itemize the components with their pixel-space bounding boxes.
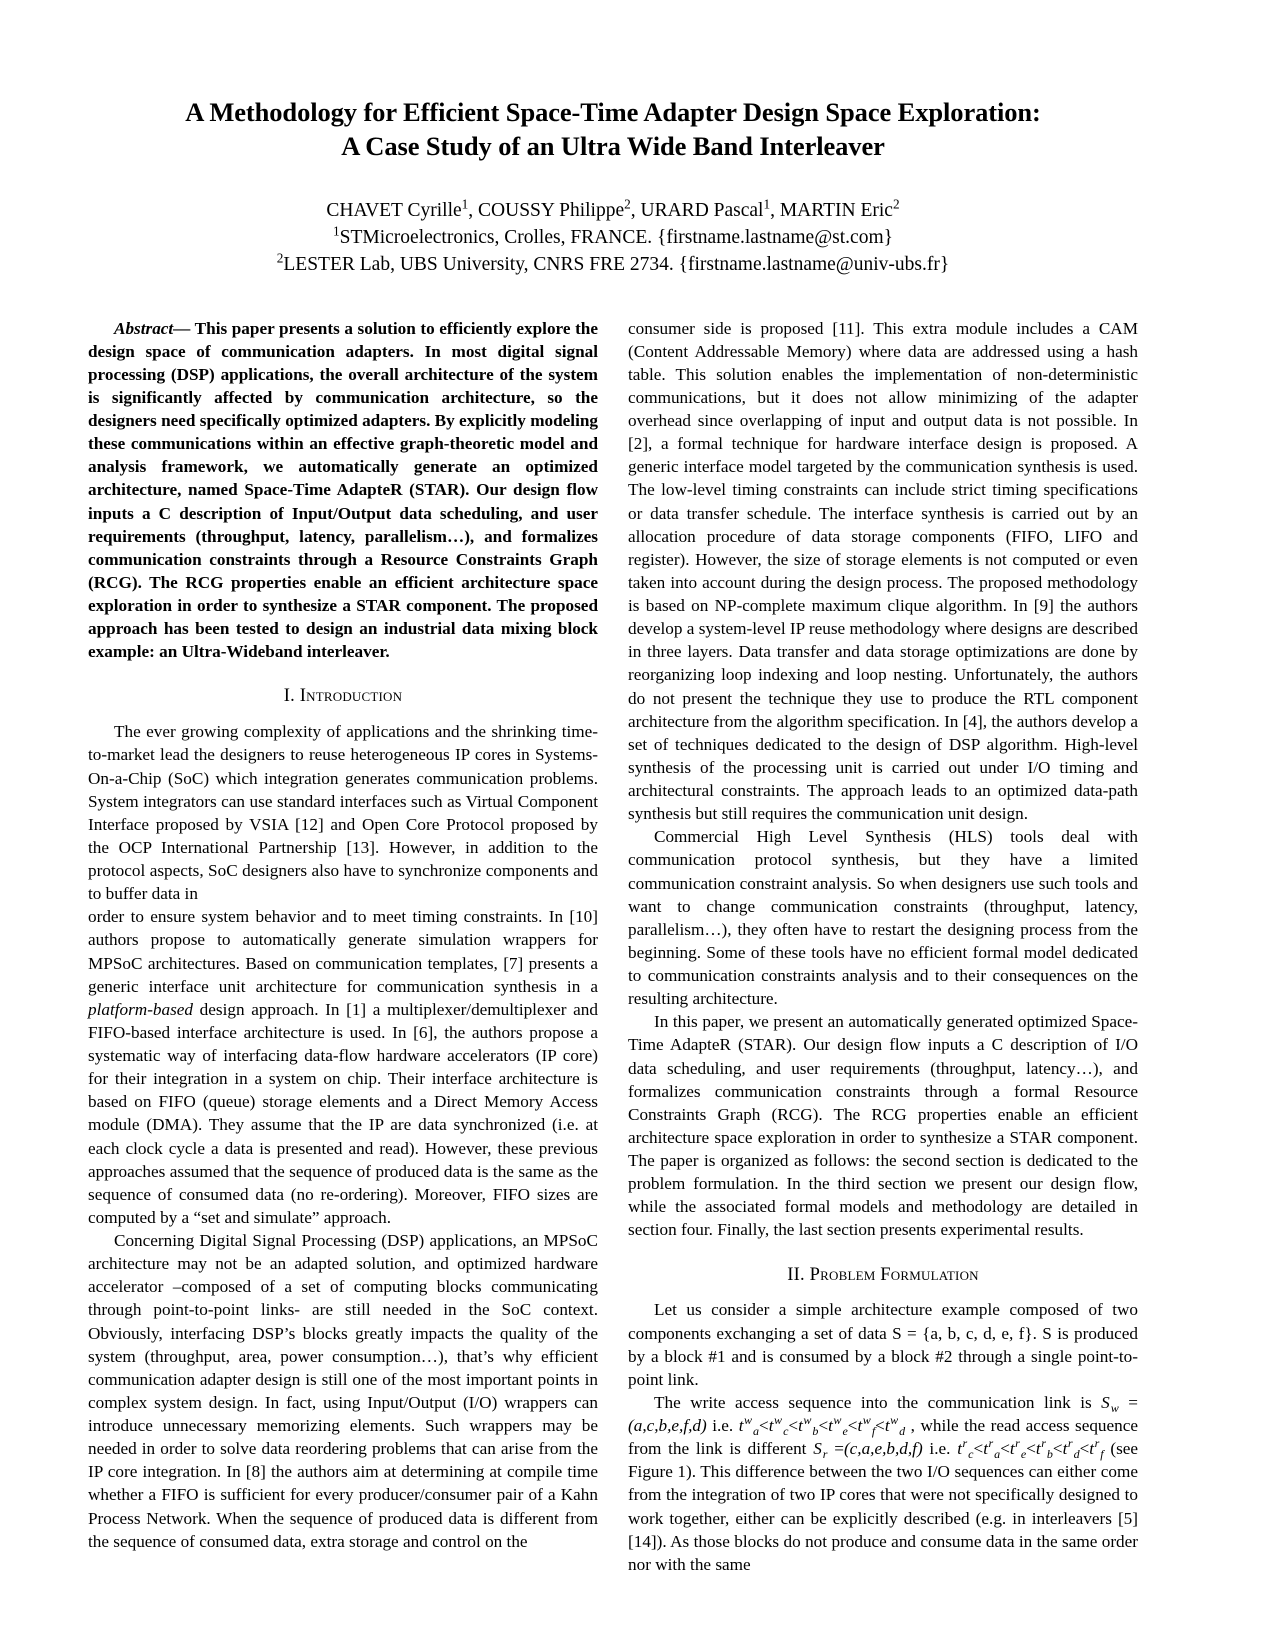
emphasis-platform-based: platform-based (88, 999, 194, 1019)
two-column-body (88, 317, 1138, 1576)
less-than-operator: < (1079, 1439, 1090, 1459)
author-affil-mark-3: 2 (892, 196, 900, 212)
read-timing-expression (957, 1435, 1104, 1461)
timing-subscript: d (1073, 1446, 1080, 1461)
write-timing-expression (738, 1412, 906, 1438)
paragraph-rc-1: consumer side is proposed [11]. This extra module includes a CAM (Content Addressable Memory) where data are addressed using a hash table. This solution enables the implementation of non-deterministic communications, but it does not allow minimizing of the adapter overhead since overlapping of input and output data is not possible. In [2], a formal technique for hardware interface design is proposed. A generic interface model targeted by the communication synthesis is used. The low-level timing constraints can include strict timing specifications or data transfer schedule. The interface synthesis is carried out by an allocation procedure of data storage components (FIFO, LIFO and register). However, the size of storage elements is not computed or even taken into account during the design process. The proposed methodology is based on NP-complete maximum clique algorithm. In [9] the authors develop a system-level IP reuse methodology where designs are described in three layers. Data transfer and data storage optimizations are done by reorganizing loop indexing and loop nesting. Unfortunately, the authors do not present the technique they use to produce the RTL component architecture from the algorithm specification. In [4], the authors develop a set of techniques dedicated to the design of DSP algorithm. High-level synthesis of the processing unit is carried out under I/O timing and architectural constraints. The approach leads to an optimized data-path synthesis but still requires the communication unit design. (628, 318, 1138, 824)
timing-superscript: w (890, 1412, 899, 1427)
symbol-sr: S (813, 1439, 822, 1459)
less-than-operator: < (1052, 1439, 1063, 1459)
section-title-problem-formulation: Problem Formulation (809, 1264, 979, 1285)
less-than-operator: < (788, 1416, 799, 1436)
affiliation-mark-2: 2 (276, 250, 284, 266)
section-number-problem-formulation: II. (787, 1264, 805, 1285)
timing-subscript: c (783, 1423, 789, 1438)
less-than-operator: < (818, 1416, 829, 1436)
timing-var-t: t (1062, 1439, 1068, 1459)
symbol-sw: S (1101, 1392, 1110, 1412)
timing-var-t: t (1009, 1439, 1015, 1459)
author-name-1: COUSSY Philippe (478, 199, 625, 221)
paragraph-intro-1a: The ever growing complexity of applications and the shrinking time-to-market lead the designers to reuse heterogeneous IP cores in Systems-On-a-Chip (SoC) which integration generates communication problems. System integrators can use standard interfaces such as Virtual Component Interface proposed by VSIA [12] and Open Core Protocol proposed by the OCP International Partnership [13]. However, in addition to the protocol aspects, SoC designers also have to synchronize components and to buffer data in (88, 722, 598, 904)
timing-subscript: d (899, 1423, 906, 1438)
paragraph-intro-1b-pre: order to ensure system behavior and to meet timing constraints. In [10] authors propose to automatically generate simulation wrappers for MPSoC architectures. Based on communication templates, [7] presents a generic interface unit architecture for communication synthesis in a (88, 907, 598, 996)
timing-var-t: t (884, 1416, 890, 1436)
affiliation-line-2 (88, 252, 1138, 279)
page-content (88, 95, 1138, 1576)
timing-var-t: t (828, 1416, 833, 1436)
less-than-operator: < (847, 1416, 858, 1436)
math-text-3: i.e. (706, 1416, 739, 1436)
paragraph-intro-1b (88, 905, 598, 1229)
author-block (88, 198, 1138, 279)
title-line-2: A Case Study of an Ultra Wide Band Interleaver (341, 131, 885, 162)
section-heading-introduction (88, 684, 598, 709)
symbol-sw-subscript: w (1110, 1400, 1119, 1415)
math-text-2: = (1118, 1392, 1138, 1412)
less-than-operator: < (759, 1416, 769, 1436)
section-heading-problem-formulation (628, 1263, 1138, 1288)
timing-var-t: t (768, 1416, 774, 1436)
timing-var-t: t (857, 1416, 863, 1436)
abstract-paragraph (88, 317, 598, 664)
timing-superscript: w (803, 1412, 812, 1427)
timing-superscript: r (1094, 1435, 1100, 1450)
timing-subscript: a (753, 1423, 760, 1438)
left-column (88, 317, 598, 1553)
math-text-1: The write access sequence into the communication link is (654, 1392, 1102, 1412)
timing-superscript: r (1067, 1435, 1073, 1450)
timing-subscript: f (871, 1423, 876, 1438)
math-text-6: i.e. (922, 1439, 958, 1459)
math-text-5: = (827, 1439, 844, 1459)
timing-subscript: a (994, 1446, 1001, 1461)
paragraph-intro-1b-post: design approach. In [1] a multiplexer/demultiplexer and FIFO-based interface architecture is used. In [6], the authors propose a systematic way of interfacing data-flow hardware accelerators (IP core) for their integration in a system on chip. Their interface architecture is based on FIFO (queue) storage elements and a Direct Memory Access module (DMA). They assume that the IP are data synchronized (i.e. at each clock cycle a data is presented and read). However, these previous approaches assumed that the sequence of produced data is the same as the sequence of consumed data (no re-ordering). Moreover, FIFO sizes are computed by a “set and simulate” approach. (88, 999, 598, 1227)
author-name-2: URARD Pascal (640, 199, 764, 221)
timing-subscript: b (1046, 1446, 1053, 1461)
paragraph-rc-2: Commercial High Level Synthesis (HLS) tools deal with communication protocol synthesis, but they have a limited communication constraint analysis. So when designers use such tools and want to change communication constraints (throughput, latency, parallelism…), they often have to restart the designing process from the beginning. Some of these tools have no efficient formal model dedicated to communication constraints analysis and to their consequences on the resulting architecture. (628, 827, 1138, 1009)
page-title (88, 95, 1138, 164)
author-name-3: MARTIN Eric (779, 199, 893, 221)
timing-superscript: w (774, 1412, 783, 1427)
timing-superscript: r (1015, 1435, 1020, 1450)
author-affil-mark-0: 1 (461, 196, 469, 212)
timing-var-t: t (1035, 1439, 1041, 1459)
read-sequence: (c,a,e,b,d,f) (843, 1439, 923, 1459)
timing-superscript: w (862, 1412, 871, 1427)
less-than-operator: < (1000, 1439, 1010, 1459)
timing-superscript: w (833, 1412, 842, 1427)
paragraph-rc-4: Let us consider a simple architecture example composed of two components exchanging a set of data S = {a, b, c, d, e, f}. S is produced by a block #1 and is consumed by a block #2 through a single point-to-point link. (628, 1300, 1138, 1389)
math-text-7: (see Figure 1). This difference between the two I/O sequences can either come from the integration of two IP cores that were not specifically designed to work together, either can be explicitly described (e.g. in interleavers [5][14]). As those blocks do not produce and consume data in the same order nor with the same (628, 1439, 1139, 1574)
author-affil-mark-2: 1 (763, 196, 771, 212)
right-column (628, 317, 1138, 1576)
paragraph-rc-math (628, 1391, 1138, 1576)
timing-subscript: f (1100, 1446, 1104, 1461)
paragraph-rc-3: In this paper, we present an automatically generated optimized Space-Time AdapteR (STAR). Our design flow inputs a C description of I/O data scheduling, and user requirements (throughput, latency…), and formalizes communication constraints through a formal Resource Constraints Graph (RCG). The RCG properties enable an efficient architecture space exploration in order to synthesize a STAR component. The paper is organized as follows: the second section is dedicated to the problem formulation. In the third section we present our design flow, while the associated formal models and methodology are detailed in section four. Finally, the last section presents experimental results. (628, 1012, 1138, 1240)
timing-subscript: e (842, 1423, 848, 1438)
less-than-operator: < (1026, 1439, 1036, 1459)
less-than-operator: < (875, 1416, 885, 1436)
title-line-1: A Methodology for Efficient Space-Time Adapter Design Space Exploration: (185, 97, 1041, 127)
timing-subscript: b (812, 1423, 819, 1438)
paragraph-intro-2: Concerning Digital Signal Processing (DSP) applications, an MPSoC architecture may not be an adapted solution, and optimized hardware accelerator –composed of a set of computing blocks communicating through point-to-point links- are still needed in the SoC context. Obviously, interfacing DSP’s blocks greatly impacts the quality of the system (throughput, area, power consumption…), that’s why efficient communication adapter design is still one of the most important points in complex system design. In fact, using Input/Output (I/O) wrappers can introduce unnecessary memorizing elements. Such wrappers may be needed in order to solve data reordering problems that can arise from the IP core integration. In [8] the authors aim at determining at compile time whether a FIFO is sufficient for every producer/consumer pair of a Kahn Process Network. When the sequence of produced data is different from the sequence of consumed data, extra storage and control on the (88, 1231, 598, 1551)
write-sequence: (a,c,b,e,f,d) (628, 1416, 707, 1436)
timing-superscript: r (1041, 1435, 1046, 1450)
timing-var-t: t (738, 1416, 744, 1436)
affiliation-text-1: STMicroelectronics, Crolles, FRANCE. {firstname.lastname@st.com} (339, 226, 893, 248)
author-affil-mark-1: 2 (624, 196, 631, 212)
symbol-sr-subscript: r (822, 1446, 828, 1461)
less-than-operator: < (973, 1439, 984, 1459)
author-name-0: CHAVET Cyrille (326, 199, 462, 221)
section-number-introduction: I. (283, 686, 295, 707)
affiliation-text-2: LESTER Lab, UBS University, CNRS FRE 2734. {firstname.lastname@univ-ubs.fr} (283, 253, 950, 275)
timing-superscript: r (962, 1435, 968, 1450)
math-text-4: , while the read access sequence from the link is different (628, 1416, 1139, 1459)
timing-subscript: c (968, 1446, 974, 1461)
timing-var-t: t (798, 1416, 803, 1436)
author-names-line: CHAVET Cyrille$^1$, COUSSY Philippe$^2$, URARD Pascal$^1$, MARTIN Eric$^2$ (326, 196, 900, 221)
timing-var-t: t (1089, 1439, 1095, 1459)
timing-superscript: w (744, 1412, 753, 1427)
timing-superscript: r (988, 1435, 994, 1450)
timing-var-t: t (957, 1439, 962, 1459)
abstract-lead-label: Abstract— (114, 318, 191, 338)
affiliation-line-1 (88, 225, 1138, 252)
section-title-introduction: Introduction (299, 686, 403, 707)
abstract-body: This paper presents a solution to efficiently explore the design space of communication adapters. In most digital signal processing (DSP) applications, the overall architecture of the system is significantly affected by communication architecture, so the designers need specifically optimized adapters. By explicitly modeling these communications within an effective graph-theoretic model and analysis framework, we automatically generate an optimized architecture, named Space-Time AdapteR (STAR). Our design flow inputs a C description of Input/Output data scheduling, and user requirements (throughput, latency, parallelism…), and formalizes communication constraints through a Resource Constraints Graph (RCG). The RCG properties enable an efficient architecture space exploration in order to synthesize a STAR component. The proposed approach has been tested to design an industrial data mixing block example: an Ultra-Wideband interleaver. (88, 318, 598, 662)
affiliation-mark-1: 1 (333, 223, 340, 239)
timing-subscript: e (1020, 1446, 1027, 1461)
timing-var-t: t (983, 1439, 988, 1459)
